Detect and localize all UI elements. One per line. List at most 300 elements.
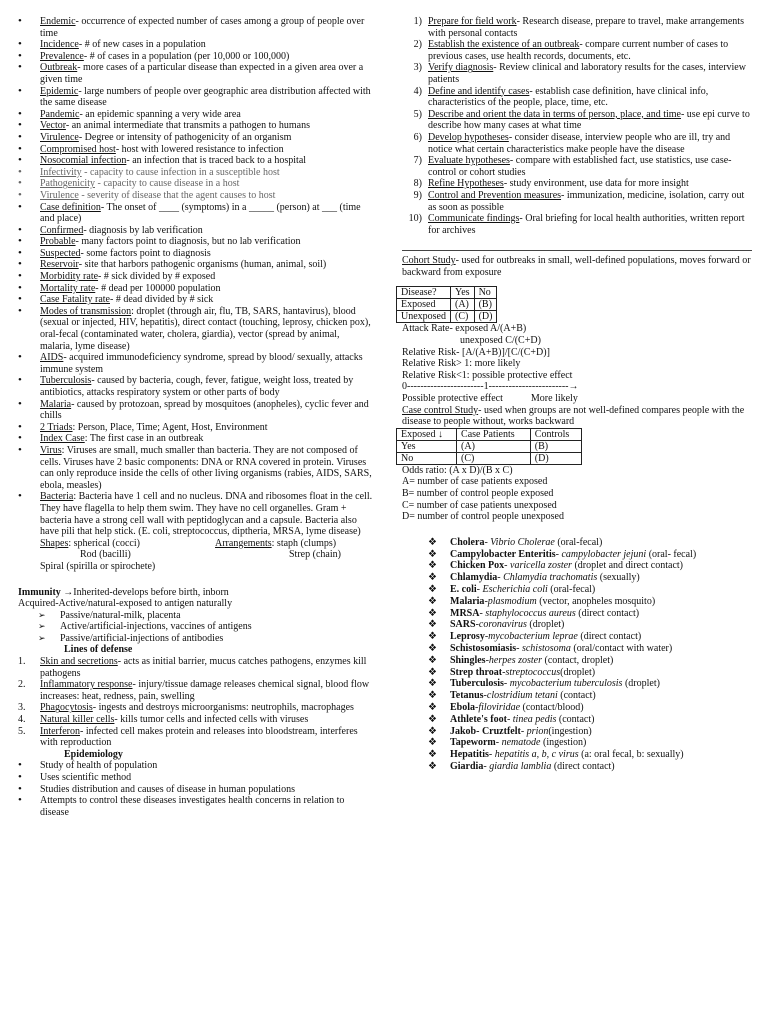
left-column xyxy=(18,16,374,818)
definition-text: - The onset of ____ (symptoms) in a _____ (person) at ___ (time and place) xyxy=(40,201,361,225)
immunity-list xyxy=(18,610,374,645)
definition-item xyxy=(18,352,374,375)
disease-transmission: (contact/blood) xyxy=(520,701,584,713)
disease-item xyxy=(402,702,752,714)
definition-item xyxy=(18,39,374,51)
definition-item xyxy=(18,283,374,295)
disease-sep: - xyxy=(485,654,489,666)
table-cell: No xyxy=(397,452,457,464)
step-text: - establish case definition, have clinical info, characteristics of the people, place, time, etc. xyxy=(428,85,709,109)
cohort-line: Relative Risk- [A/(A+B)]/[C/(C+D)] xyxy=(402,346,550,358)
step-term: Refine Hypotheses xyxy=(428,178,504,190)
definition-term: 2 Triads xyxy=(40,421,73,433)
disease-item xyxy=(402,749,752,761)
disease-agent: tinea pedis xyxy=(512,713,557,725)
disease-transmission: (oral-fecal) xyxy=(547,583,596,595)
cohort-line: Relative Risk<1: possible protective effect xyxy=(402,369,573,381)
disease-transmission: (contact) xyxy=(556,713,595,725)
disease-sep: - xyxy=(516,642,522,654)
disease-transmission: (direct contact) xyxy=(577,631,642,643)
step-text: - compare current number of cases to previous cases, use health records, documents, etc. xyxy=(428,39,729,62)
disease-name: Tetanus xyxy=(450,690,484,702)
disease-name: Chlamydia xyxy=(450,572,498,584)
bacteria-shapes xyxy=(18,538,374,573)
definition-text: - # dead divided by # sick xyxy=(109,294,214,306)
defense-text: - acts as initial barrier, mucus catches pathogens, enzymes kill pathogens xyxy=(40,656,367,679)
cohort-table xyxy=(396,286,497,323)
definition-term: Pandemic xyxy=(40,108,80,120)
disease-agent: clostridium tetani xyxy=(486,690,558,702)
cohort-line: Attack Rate- exposed A/(A+B) xyxy=(402,323,527,335)
defense-term: Interferon xyxy=(40,725,80,737)
case-control-line: Odds ratio: (A x D)/(B x C) xyxy=(402,464,513,476)
defense-item xyxy=(18,656,374,679)
defense-text: - kills tumor cells and infected cells with viruses xyxy=(114,714,309,726)
disease-sep: - xyxy=(483,690,487,702)
shapes-line-3: Spiral (spirilla or spirochete) xyxy=(40,560,156,572)
defense-term: Phagocytosis xyxy=(40,702,93,714)
table-row xyxy=(397,299,497,311)
step-number: 6) xyxy=(413,131,422,143)
disease-sep: - xyxy=(506,713,513,725)
step-number: 9) xyxy=(413,189,422,201)
disease-sep: - xyxy=(520,725,527,737)
table-cell: No xyxy=(474,287,497,299)
definition-item xyxy=(18,375,374,398)
definition-item xyxy=(18,422,374,434)
arrangements-line-1: : staph (clumps) xyxy=(271,537,337,549)
definition-text: : Viruses are small, much smaller than bacteria. They are not composed of cells. Viruses have 2 basic components: DNA or RNA covered in protein. Viruses can only reproduce inside the cells of other living organisms (rabies, AIDS, SARS, ebola, measles) xyxy=(40,444,372,491)
step-number: 8) xyxy=(413,178,422,190)
defense-text: - injury/tissue damage releases chemical signal, blood flow increases: heat, redness, pain, swelling xyxy=(40,679,370,702)
disease-item xyxy=(402,690,752,702)
immunity-item: ➢ Passive/artificial-injections of antibodies xyxy=(18,633,374,645)
disease-transmission: (vector, anopheles mosquito) xyxy=(536,595,656,607)
disease-agent: prion xyxy=(526,725,549,737)
case-control-line: B= number of control people exposed xyxy=(402,488,554,499)
definition-term: Case Fatality rate xyxy=(40,294,110,306)
definition-item xyxy=(18,86,374,109)
definition-text: - large numbers of people over geographic area distribution affected with the same disease xyxy=(40,85,371,109)
definition-item xyxy=(18,271,374,283)
immunity-inherited: Inherited-develops before birth, inborn xyxy=(73,586,229,598)
case-control-lines xyxy=(402,465,752,523)
definition-item xyxy=(18,155,374,167)
definition-item xyxy=(18,445,374,491)
disease-name: Leprosy xyxy=(450,631,485,643)
cohort-line: 0-----------------------1------------------------→ xyxy=(402,381,579,393)
step-number: 5) xyxy=(413,108,422,120)
disease-item xyxy=(402,596,752,608)
definition-item xyxy=(18,120,374,132)
definition-term: Outbreak xyxy=(40,62,78,74)
disease-sep: - xyxy=(497,572,504,584)
disease-name: Cholera xyxy=(450,536,485,548)
disease-sep: - xyxy=(483,760,490,772)
definition-text: : droplet (through air, flu, TB, SARS, hantavirus), blood (sexual or injected, HIV, hepatitis), direct contact (touching, leprosy, chicken pox), oral-fecal (contaminated water, cholera, giardia), vector (spread by animal, malaria, lyme disease) xyxy=(40,305,371,352)
lines-of-defense-title: Lines of defense xyxy=(64,644,133,656)
definition-term: Morbidity rate xyxy=(40,271,99,283)
step-number: 2) xyxy=(413,39,422,51)
defense-item xyxy=(18,679,374,702)
step-text: - use epi curve to describe how many cases at what time xyxy=(428,108,750,132)
definition-item xyxy=(18,190,374,202)
disease-agent: herpes zoster xyxy=(488,654,542,666)
case-control-text: - used when groups are not well-defined compares people with the disease to people without, works backward xyxy=(402,404,745,428)
definition-term: Endemic xyxy=(40,16,76,27)
cohort-line: More likely xyxy=(530,393,578,405)
step-item xyxy=(402,132,752,155)
definition-item xyxy=(18,248,374,260)
step-text: - compare with established fact, use statistics, use case-control or cohort studies xyxy=(428,155,732,178)
disease-transmission: (direct contact) xyxy=(575,607,640,619)
definition-item xyxy=(18,236,374,248)
step-text: - consider disease, interview people who are ill, try and notice what certain characteristics make people have the disease xyxy=(428,131,731,155)
table-cell: (D) xyxy=(474,311,497,323)
disease-transmission: (ingestion) xyxy=(548,725,592,737)
step-number: 1) xyxy=(413,16,422,27)
disease-name: Athlete's foot xyxy=(450,713,507,725)
definition-term: Virus xyxy=(40,444,62,456)
table-row xyxy=(397,428,582,440)
disease-transmission: (oral/contact with water) xyxy=(570,642,673,654)
disease-sep: - xyxy=(476,583,483,595)
step-text: - immunization, medicine, isolation, carry out as soon as possible xyxy=(428,189,745,213)
table-cell: Exposed xyxy=(397,299,451,311)
step-term: Develop hypotheses xyxy=(428,131,509,143)
disease-agent: filoviridae xyxy=(478,701,521,713)
definition-text: - # sick divided by # exposed xyxy=(98,271,216,283)
disease-name: Shingles xyxy=(450,654,486,666)
disease-item xyxy=(402,549,752,561)
definition-term: Mortality rate xyxy=(40,282,96,294)
step-text: - Review clinical and laboratory results for the cases, interview patients xyxy=(428,62,746,85)
definition-text: - Degree or intensity of pathogenicity of an organism xyxy=(78,131,292,143)
defense-number: 1. xyxy=(18,656,26,668)
defense-number: 3. xyxy=(18,702,26,714)
defense-item xyxy=(18,702,374,714)
table-cell: (D) xyxy=(530,452,581,464)
immunity-item: ➢ Active/artificial-injections, vaccines of antigens xyxy=(18,621,374,633)
step-item xyxy=(402,213,752,236)
table-cell: (B) xyxy=(530,440,581,452)
table-cell: Exposed ↓ xyxy=(397,428,457,440)
definition-text: : Bacteria have 1 cell and no nucleus. DNA and ribosomes float in the cell. They have flagella to help them swim. They have no cell organelles. Gram + bacteria have a strong cell wall with peptidoglycan and a capsule. Bacteria also have pili that help stick. (E. coli, streptococcus, diptheria, MRSA, lyme disease) xyxy=(40,491,373,538)
disease-item xyxy=(402,737,752,749)
disease-sep: - xyxy=(475,619,479,631)
shapes-line-2: Rod (bacilli) xyxy=(80,549,131,561)
case-control-term: Case control Study xyxy=(402,404,479,416)
definition-text: - # of new cases in a population xyxy=(78,39,206,51)
definition-text: - capacity to cause infection in a susceptible host xyxy=(81,166,280,178)
table-row xyxy=(397,452,582,464)
definition-item xyxy=(18,306,374,352)
definition-term: Reservoir xyxy=(40,259,79,271)
definition-text: - capacity to cause disease in a host xyxy=(95,178,240,190)
defense-term: Skin and secretions xyxy=(40,656,118,668)
definition-term: Pathogenicity xyxy=(40,178,95,190)
table-cell: Unexposed xyxy=(397,311,451,323)
disease-item xyxy=(402,714,752,726)
step-term: Communicate findings xyxy=(428,213,520,225)
defense-item xyxy=(18,714,374,726)
definition-term: Incidence xyxy=(40,39,79,51)
disease-transmission: (oral-fecal) xyxy=(554,536,603,548)
defense-number: 5. xyxy=(18,725,26,737)
disease-name: Jakob- Cruztfelt xyxy=(450,725,521,737)
definition-item xyxy=(18,259,374,271)
epidemiology-item: • Uses scientific method xyxy=(18,772,374,784)
table-row xyxy=(397,311,497,323)
disease-agent: giardia lamblia xyxy=(489,760,552,772)
definition-term: Virulence xyxy=(40,131,79,143)
definition-term: Prevalence xyxy=(40,50,84,62)
definition-term: Index Case xyxy=(40,433,85,445)
disease-transmission: (droplet) xyxy=(526,619,565,631)
disease-transmission: (oral- fecal) xyxy=(646,548,697,560)
disease-name: Schistosomiasis xyxy=(450,642,517,654)
step-term: Evaluate hypotheses xyxy=(428,155,510,167)
outbreak-steps-list xyxy=(402,16,752,236)
disease-transmission: (droplet and direct contact) xyxy=(571,560,684,572)
definition-term: Vector xyxy=(40,120,66,132)
step-item xyxy=(402,16,752,39)
case-control-line: D= number of control people unexposed xyxy=(402,511,564,523)
disease-item xyxy=(402,560,752,572)
cohort-line: unexposed C/(C+D) xyxy=(460,335,541,347)
defense-item xyxy=(18,726,374,749)
arrow-icon: → xyxy=(63,586,74,598)
immunity-section xyxy=(18,587,374,819)
disease-transmission: (contact, droplet) xyxy=(541,654,614,666)
defense-term: Inflammatory response xyxy=(40,679,133,691)
definition-text: - acquired immunodeficiency syndrome, spread by blood/ sexually, attacks immune system xyxy=(40,352,363,375)
definition-text: - an infection that is traced back to a hospital xyxy=(126,155,307,167)
definition-term: Infectivity xyxy=(40,166,82,178)
disease-agent: Chlamydia trachomatis xyxy=(503,572,598,584)
defense-number: 2. xyxy=(18,679,26,691)
definition-item xyxy=(18,225,374,237)
cohort-line: Relative Risk> 1: more likely xyxy=(402,358,521,370)
definition-text: - host with lowered resistance to infection xyxy=(115,143,284,155)
definition-item xyxy=(18,294,374,306)
disease-agent: varicella zoster xyxy=(510,560,572,572)
disease-sep: - xyxy=(502,666,506,678)
divider xyxy=(402,250,752,251)
disease-name: Campylobacter Enteritis xyxy=(450,548,556,560)
definition-text: - an animal intermediate that transmits a pathogen to humans xyxy=(65,120,311,132)
immunity-title: Immunity xyxy=(18,586,61,598)
definition-item xyxy=(18,202,374,225)
disease-agent: mycobacterium tuberculosis xyxy=(509,678,623,690)
disease-item xyxy=(402,631,752,643)
definition-text: - caused by protozoan, spread by mosquitoes (anopheles), cyclic fever and chills xyxy=(40,398,369,422)
disease-sep: - xyxy=(555,548,562,560)
disease-name: Strep throat xyxy=(450,666,503,678)
disease-item xyxy=(402,619,752,631)
disease-transmission: (sexually) xyxy=(597,572,640,584)
cohort-term: Cohort Study xyxy=(402,255,456,267)
disease-item xyxy=(402,678,752,690)
table-cell: Disease? xyxy=(397,287,451,299)
definition-term: Virulence xyxy=(40,189,79,201)
disease-name: E. coli xyxy=(450,583,477,595)
step-term: Define and identify cases xyxy=(428,85,530,97)
definition-item xyxy=(18,62,374,85)
disease-name: Tapeworm xyxy=(450,737,496,749)
defense-text: - ingests and destroys microorganisms: neutrophils, macrophages xyxy=(92,702,354,714)
step-term: Prepare for field work xyxy=(428,16,517,27)
definition-text: - diagnosis by lab verification xyxy=(83,224,203,236)
definition-text: - occurrence of expected number of cases among a group of people over time xyxy=(40,16,365,39)
disease-item xyxy=(402,667,752,679)
definition-item xyxy=(18,51,374,63)
definition-item xyxy=(18,178,374,190)
table-cell: (A) xyxy=(451,299,475,311)
disease-agent: mycobacterium leprae xyxy=(488,631,578,643)
definition-term: Compromised host xyxy=(40,143,116,155)
table-cell: (B) xyxy=(474,299,497,311)
disease-name: Chicken Pox xyxy=(450,560,505,572)
disease-sep: - xyxy=(484,631,489,643)
disease-item xyxy=(402,761,752,773)
disease-sep: - xyxy=(479,607,486,619)
table-row xyxy=(397,440,582,452)
definition-item xyxy=(18,433,374,445)
defense-term: Natural killer cells xyxy=(40,714,115,726)
definition-item xyxy=(18,144,374,156)
step-item xyxy=(402,190,752,213)
disease-sep: - xyxy=(503,678,510,690)
step-item xyxy=(402,109,752,132)
step-text: - Oral briefing for local health authorities, written report for archives xyxy=(428,213,745,236)
disease-name: Ebola xyxy=(450,701,476,713)
cohort-line: Possible protective effect xyxy=(402,393,503,405)
case-control-table xyxy=(396,428,582,465)
disease-agent: Escherichia coli xyxy=(482,583,548,595)
table-cell: Case Patients xyxy=(457,428,531,440)
immunity-acquired: Acquired-Active/natural-exposed to antigen naturally xyxy=(18,598,233,610)
disease-item xyxy=(402,643,752,655)
disease-agent: Vibrio Cholerae xyxy=(490,536,555,548)
disease-agent: nematode xyxy=(501,737,541,749)
definition-term: Probable xyxy=(40,236,76,248)
definition-term: AIDS xyxy=(40,352,64,364)
disease-agent: hepatitis a, b, c virus xyxy=(494,749,579,761)
epidemiology-title: Epidemiology xyxy=(64,748,123,760)
step-term: Verify diagnosis xyxy=(428,62,494,74)
immunity-item: ➢ Passive/natural-milk, placenta xyxy=(18,610,374,622)
shapes-label: Shapes xyxy=(40,537,69,549)
cohort-scale-labels xyxy=(402,393,752,405)
shapes-line-1: : spherical (cocci) xyxy=(68,537,140,549)
definitions-list xyxy=(18,16,374,538)
disease-sep: - xyxy=(504,560,511,572)
step-item xyxy=(402,178,752,190)
disease-transmission: (ingestion) xyxy=(540,737,587,749)
definition-item xyxy=(18,16,374,39)
definition-text: - site that harbors pathogenic organisms (human, animal, soil) xyxy=(78,259,327,271)
step-number: 10) xyxy=(408,213,422,225)
table-cell: (C) xyxy=(451,311,475,323)
step-number: 4) xyxy=(413,85,422,97)
step-number: 7) xyxy=(413,155,422,167)
disease-item xyxy=(402,584,752,596)
step-text: - study environment, use data for more insight xyxy=(503,178,689,190)
lines-of-defense-list xyxy=(18,656,374,749)
step-number: 3) xyxy=(413,62,422,74)
table-cell: Controls xyxy=(530,428,581,440)
epidemiology-list xyxy=(18,760,374,818)
table-cell: (A) xyxy=(457,440,531,452)
cohort-section xyxy=(402,255,752,404)
disease-sep: - xyxy=(484,595,488,607)
epidemiology-item: • Attempts to control these diseases investigates health concerns in relation to disease xyxy=(18,795,374,818)
arrangements-line-2: Strep (chain) xyxy=(289,549,341,561)
disease-transmission: (contact) xyxy=(557,690,596,702)
definition-text: - more cases of a particular disease than expected in a given area over a given time xyxy=(40,62,364,85)
disease-sep: - xyxy=(495,737,502,749)
disease-item xyxy=(402,537,752,549)
disease-agent: staphylococcus aureus xyxy=(485,607,576,619)
definition-text: - an epidemic spanning a very wide area xyxy=(79,108,241,120)
step-item xyxy=(402,155,752,178)
disease-sep: - xyxy=(488,749,495,761)
right-column xyxy=(402,16,752,773)
disease-name: SARS xyxy=(450,619,476,631)
disease-transmission: (direct contact) xyxy=(551,760,615,772)
case-control-section xyxy=(402,405,752,523)
table-row xyxy=(397,287,497,299)
table-cell: Yes xyxy=(451,287,475,299)
definition-term: Case definition xyxy=(40,201,101,213)
definition-term: Confirmed xyxy=(40,224,84,236)
definition-term: Modes of transmission xyxy=(40,305,132,317)
disease-name: MRSA xyxy=(450,607,480,619)
definition-item xyxy=(18,132,374,144)
disease-item xyxy=(402,572,752,584)
disease-sep: - xyxy=(484,536,491,548)
disease-item xyxy=(402,608,752,620)
definition-text: - many factors point to diagnosis, but no lab verification xyxy=(75,236,301,248)
disease-agent: streptococcus xyxy=(505,666,561,678)
defense-number: 4. xyxy=(18,714,26,726)
disease-agent: schistosoma xyxy=(521,642,571,654)
step-text: - Research disease, prepare to travel, make arrangements with personal contacts xyxy=(428,16,744,39)
arrangements-label: Arrangements xyxy=(215,537,272,549)
epidemiology-item: • Studies distribution and causes of disease in human populations xyxy=(18,784,374,796)
definition-item xyxy=(18,109,374,121)
disease-name: Hepatitis xyxy=(450,749,489,761)
step-term: Describe and orient the data in terms of person, place, and time xyxy=(428,108,681,120)
disease-agent: plasmodium xyxy=(487,595,537,607)
defense-text: - infected cell makes protein and releases into bloodstream, interferes with reproduction xyxy=(40,725,358,749)
disease-transmission: (droplet) xyxy=(622,678,660,690)
definition-text: : The first case in an outbreak xyxy=(84,433,204,445)
definition-text: - caused by bacteria, cough, fever, fatigue, weight loss, treated by antibiotics, attacks respiratory system or other parts of body xyxy=(40,375,354,398)
disease-transmission: (a: oral fecal, b: sexually) xyxy=(578,749,684,761)
disease-item xyxy=(402,726,752,738)
disease-agent: campylobacter jejuni xyxy=(561,548,647,560)
disease-item xyxy=(402,655,752,667)
table-cell: (C) xyxy=(457,452,531,464)
definition-term: Suspected xyxy=(40,247,81,259)
definition-term: Epidemic xyxy=(40,85,79,97)
step-term: Establish the existence of an outbreak xyxy=(428,39,580,51)
step-item xyxy=(402,62,752,85)
case-control-line: A= number of case patients exposed xyxy=(402,476,548,488)
definition-term: Nosocomial infection xyxy=(40,155,127,167)
